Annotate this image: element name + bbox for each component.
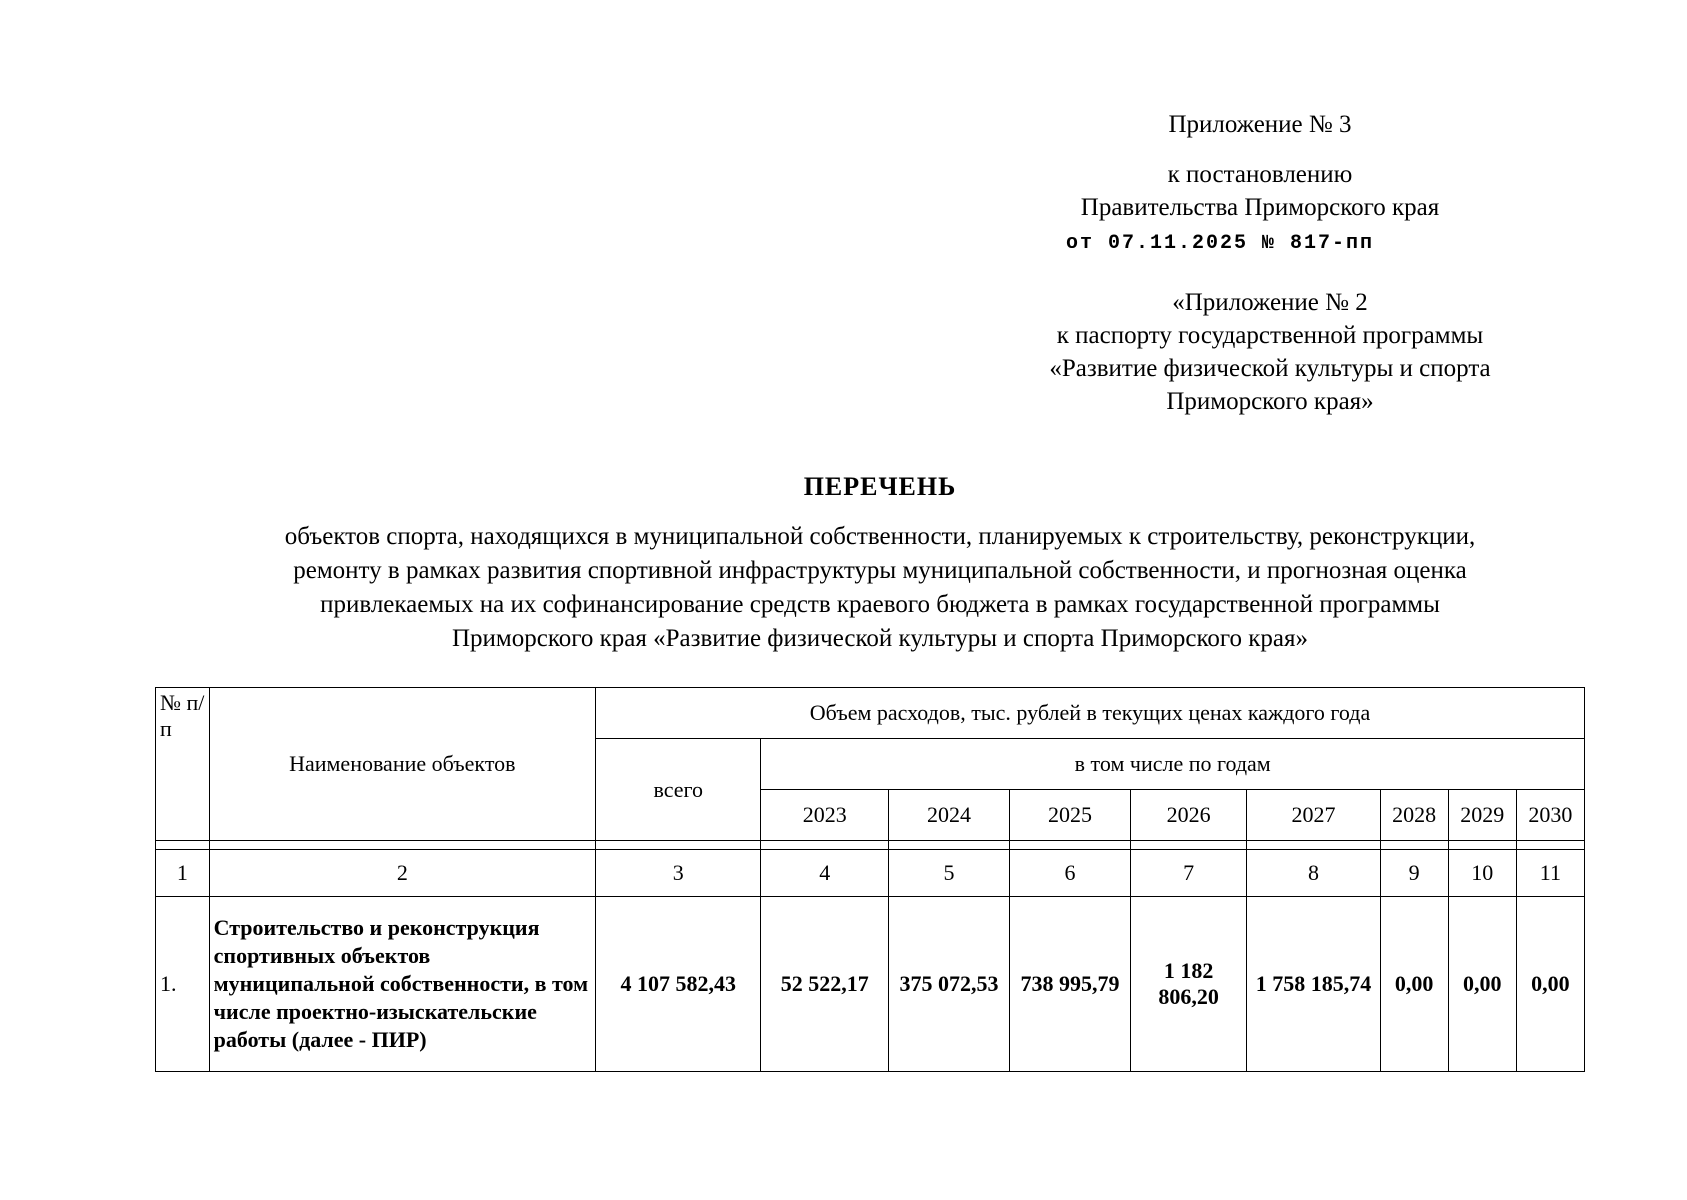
row-value: 1 182 806,20 (1131, 897, 1247, 1072)
row-value: 738 995,79 (1010, 897, 1131, 1072)
row-value: 0,00 (1516, 897, 1584, 1072)
appendix-3-title: Приложение № 3 (1168, 111, 1352, 138)
header-year: 2028 (1380, 790, 1448, 841)
header-by-years: в том числе по годам (761, 739, 1585, 790)
subheading-line1: объектов спорта, находящихся в муниципальной собственности, планируемых к строительству, реконструкции, (284, 523, 1476, 550)
subheading-line4: Приморского края «Развитие физической культуры и спорта Приморского края» (452, 625, 1308, 652)
table-row (156, 897, 1585, 1072)
row-value: 52 522,17 (761, 897, 889, 1072)
header-name: Наименование объектов (209, 688, 595, 841)
column-index: 3 (596, 850, 761, 897)
header-separator (156, 841, 1585, 850)
row-value: 0,00 (1448, 897, 1516, 1072)
column-index: 9 (1380, 850, 1448, 897)
row-total: 4 107 582,43 (596, 897, 761, 1072)
appendix-2-line2: к паспорту государственной программы (1056, 322, 1484, 349)
document-heading: ПЕРЕЧЕНЬ (803, 472, 957, 501)
appendix-3-line1: к постановлению (1167, 161, 1353, 188)
column-index: 11 (1516, 850, 1584, 897)
column-index: 10 (1448, 850, 1516, 897)
row-value: 375 072,53 (889, 897, 1010, 1072)
column-index: 2 (209, 850, 595, 897)
appendix-2-line1: «Приложение № 2 (1172, 289, 1368, 316)
document-subheading (180, 520, 1580, 656)
row-num: 1. (156, 897, 210, 1072)
row-value: 0,00 (1380, 897, 1448, 1072)
appendix-2-line4: Приморского края» (1166, 388, 1374, 415)
row-name: Строительство и реконструкция спортивных объектов муниципальной собственности, в том числе проектно-изыскательские работы (далее - ПИР) (209, 897, 595, 1072)
header-year: 2023 (761, 790, 889, 841)
column-index-row (156, 850, 1585, 897)
header-year: 2024 (889, 790, 1010, 841)
header-year: 2026 (1131, 790, 1247, 841)
resolution-date: от 07.11.2025 № 817-пп (1065, 232, 1375, 255)
column-index: 1 (156, 850, 210, 897)
column-index: 5 (889, 850, 1010, 897)
appendix-2-block (1000, 286, 1540, 418)
objects-table (155, 687, 1585, 1072)
header-year: 2027 (1247, 790, 1380, 841)
row-value: 1 758 185,74 (1247, 897, 1380, 1072)
header-year: 2025 (1010, 790, 1131, 841)
appendix-3-line2: Правительства Приморского края (1080, 194, 1440, 221)
column-index: 7 (1131, 850, 1247, 897)
header-year: 2029 (1448, 790, 1516, 841)
column-index: 8 (1247, 850, 1380, 897)
header-year: 2030 (1516, 790, 1584, 841)
column-index: 6 (1010, 850, 1131, 897)
appendix-3-resolution (1000, 158, 1520, 224)
subheading-line2: ремонту в рамках развития спортивной инфраструктуры муниципальной собственности, и прогнозная оценка (293, 557, 1467, 584)
column-index: 4 (761, 850, 889, 897)
header-num: № п/п (156, 688, 210, 841)
appendix-2-line3: «Развитие физической культуры и спорта (1049, 355, 1491, 382)
subheading-line3: привлекаемых на их софинансирование средств краевого бюджета в рамках государственной программы (320, 591, 1440, 618)
header-total: всего (596, 739, 761, 841)
header-volume: Объем расходов, тыс. рублей в текущих ценах каждого года (596, 688, 1585, 739)
